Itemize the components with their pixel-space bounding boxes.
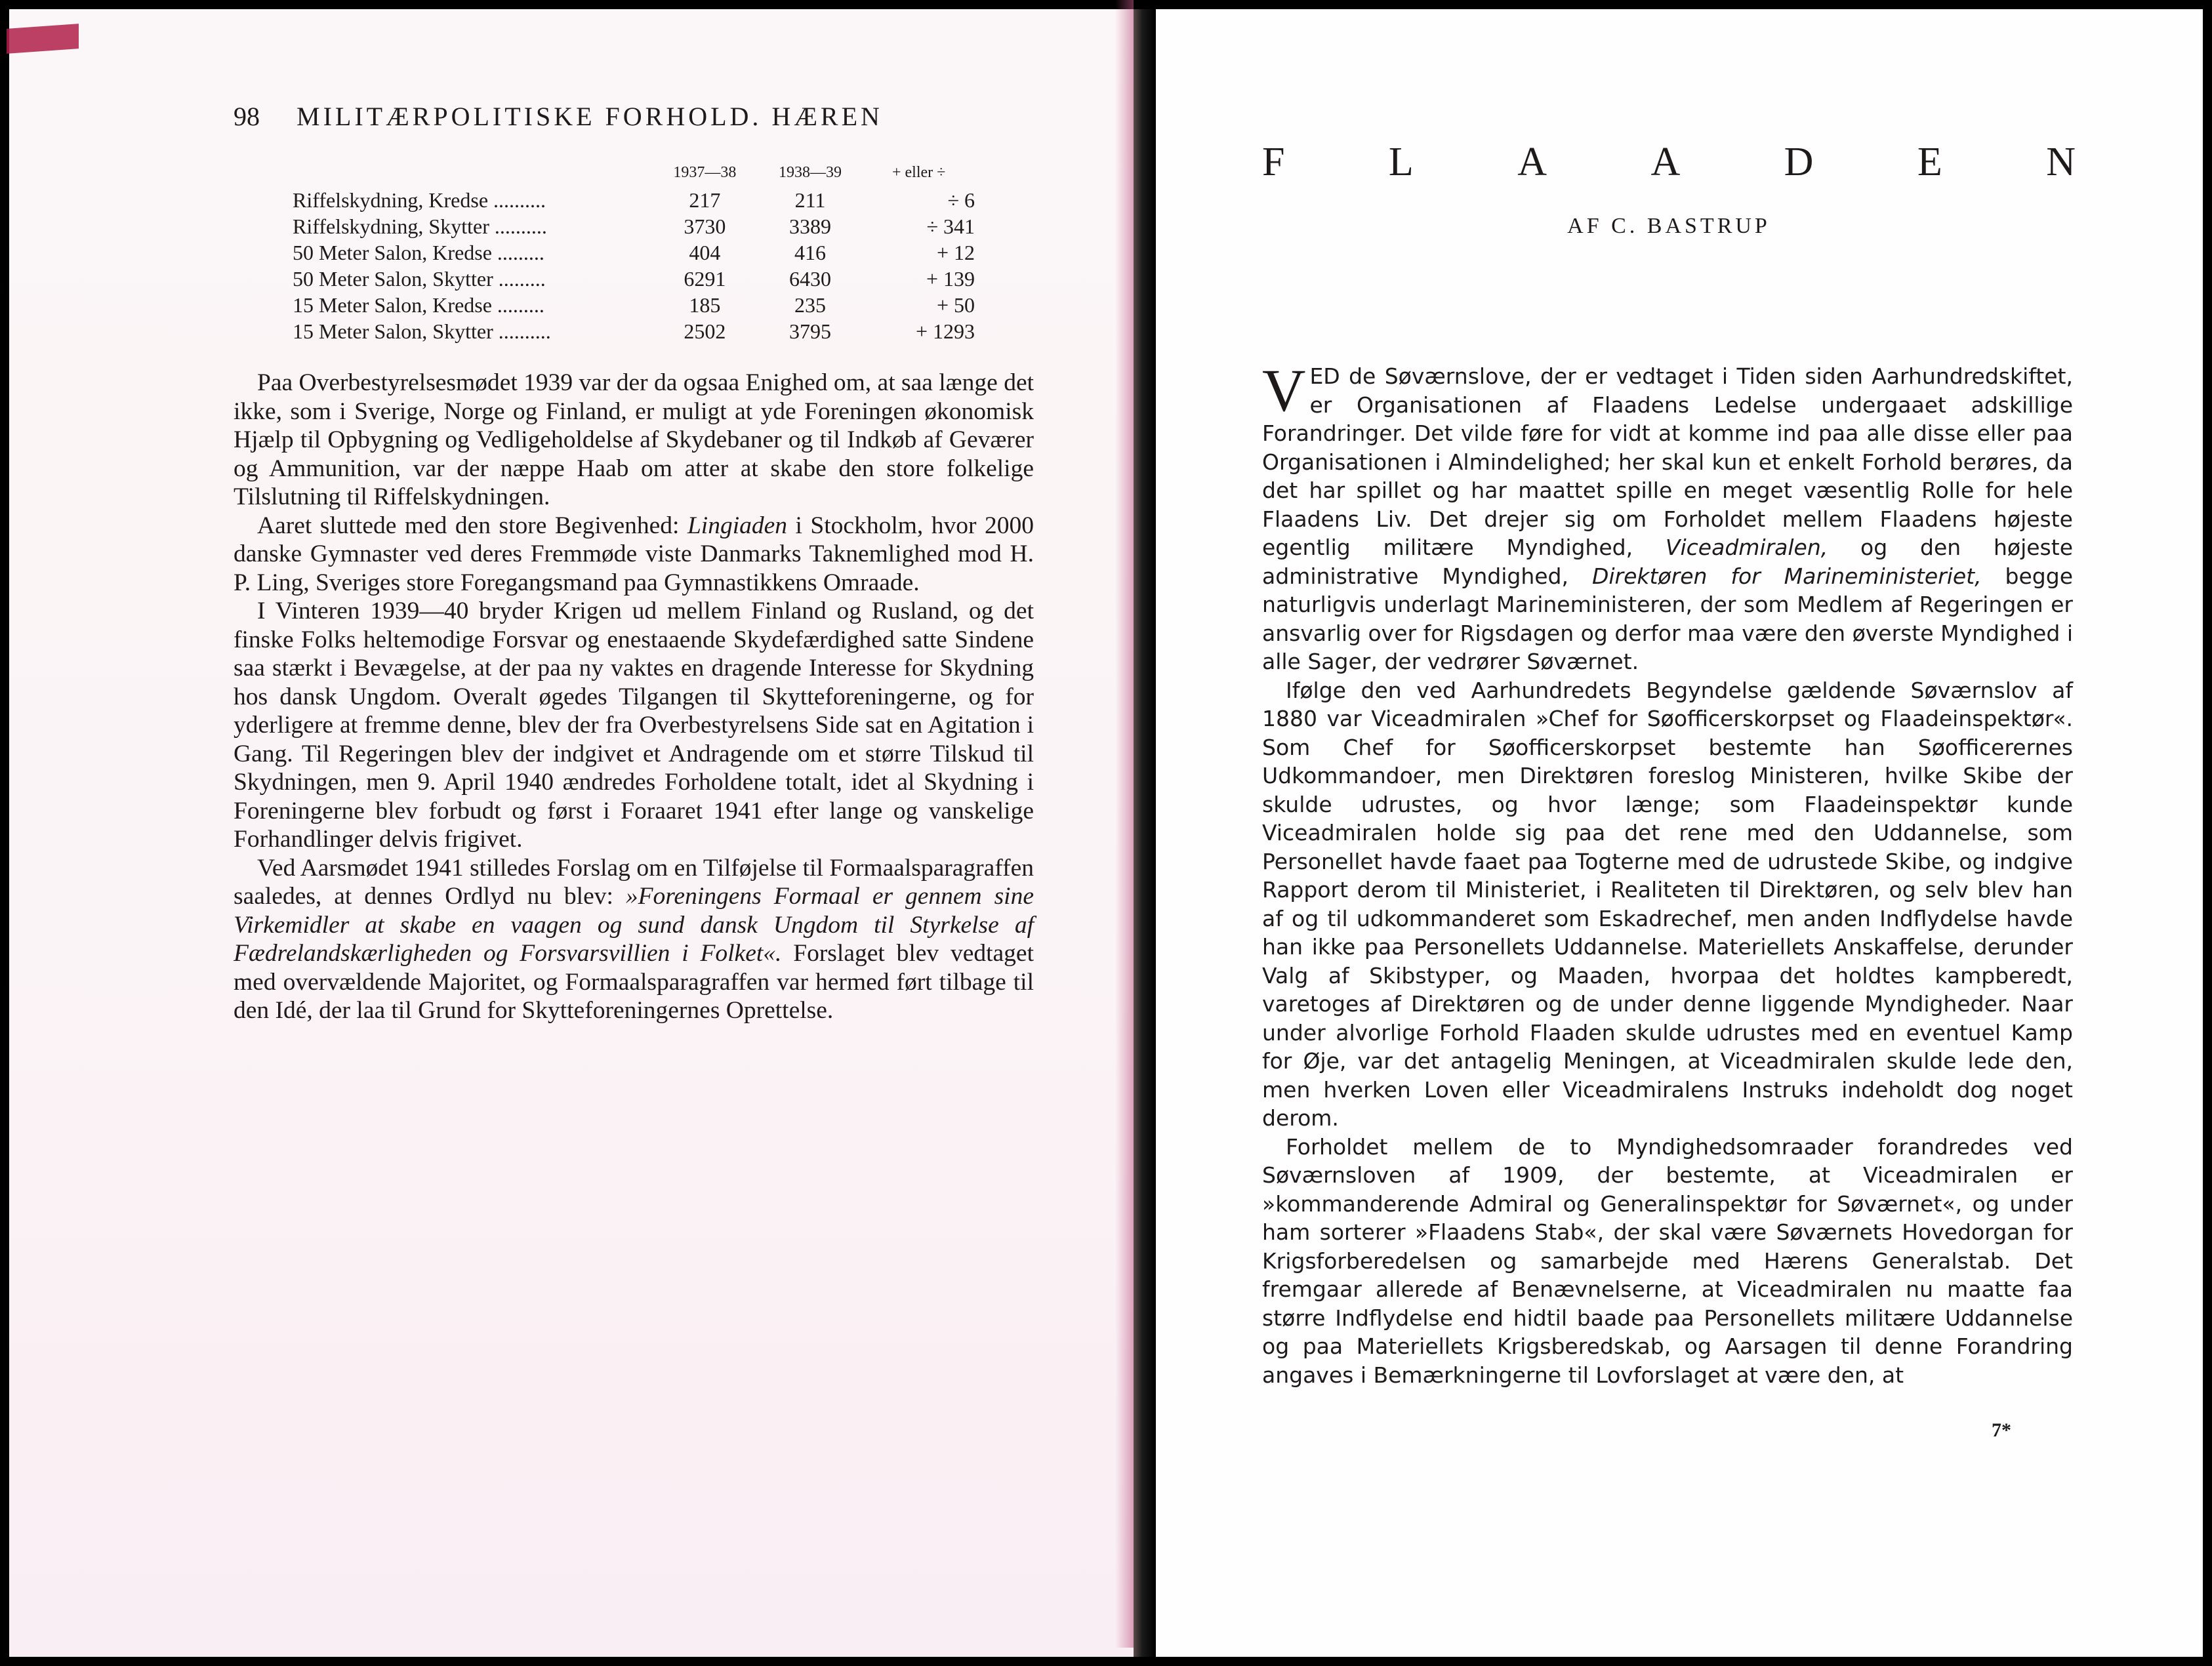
cell-difference: ÷ 6 [947,188,975,212]
row-label-text: 15 Meter Salon, Skytter [293,319,493,343]
title-letter: D [1784,140,1814,184]
table-header-label [293,164,652,187]
cell-1938-39: 211 [794,188,826,212]
text-span: Forslaget blev vedtaget med overvældende Majoritet, og Formaalsparagraffen var hermed ført tilbage til den Idé, der laa til Grund for Skytteforeningernes Oprettelse. [234,940,1034,1024]
row-label-text: 50 Meter Salon, Skytter [293,267,493,291]
cell-1938-39: 416 [794,241,826,264]
paragraph [234,512,1034,598]
text-span: begge naturligvis underlagt Marineministeren, der som Medlem af Regeringen er ansvarlig over for Rigsdagen og derfor maa være den øverste Myndighed i alle Sager, der vedrører Søværnet. [1262,563,2073,674]
cell-difference: ÷ 341 [926,214,975,238]
italic-text: Direktøren for Marineministeriet, [1591,563,1982,589]
title-letter: A [1517,140,1547,184]
row-label: 50 Meter Salon, Skytter ......... [293,267,546,291]
page-edge-shading [1115,0,1134,1648]
italic-text: Lingiaden [687,512,788,539]
table-row [293,292,975,318]
row-label: Riffelskydning, Skytter .......... [293,214,547,238]
table-row [293,213,975,239]
table-header-row [293,164,975,187]
chapter-title [1262,139,2076,186]
cell-1937-38: 2502 [684,319,726,343]
cell-difference: + 1293 [915,319,975,343]
paragraph [234,854,1034,1025]
table-row [293,239,975,266]
row-label: 15 Meter Salon, Kredse ......... [293,293,544,317]
corner-color-mark [7,24,79,54]
paragraph: I Vinteren 1939—40 bryder Krigen ud mellem Finland og Rusland, og det finske Folks heltemodige Forsvar og enestaaende Skydefærdighed satte Sindene saa stærkt i Bevægelse, at der paa ny vaktes en dragende Interesse for Skydning hos dansk Ungdom. Overalt øgedes Tilgangen til Skytteforeningerne, og for yderligere at fremme denne, blev der fra Overbestyrelsens Side sat en Agitation i Gang. Til Regeringen blev der indgivet et Andragende om et større Tilskud til Skydningen, men 9. April 1940 ændredes Forholdene totalt, idet al Skydning i Foreningerne blev forbudt og først i Foraaret 1941 efter lange og vanskelige Forhandlinger delvis frigivet. [234,598,1034,853]
cell-1937-38: 404 [689,241,721,264]
italic-text: Viceadmiralen, [1665,535,1828,560]
row-label-text: Riffelskydning, Kredse [293,188,489,212]
cell-difference: + 12 [936,241,975,264]
title-letter: A [1650,140,1681,184]
page-number: 98 [234,102,260,131]
table-row [293,187,975,213]
paragraph: Forholdet mellem de to Myndighedsomraader forandredes ved Søværnsloven af 1909, der bestemte, at Viceadmiralen er »kommanderende Admiral og Generalinspektør for Søværnet«, og under ham sorterer »Flaadens Stab«, der skal være Søværnets Hovedorgan for Krigsforberedelsen og samarbejde med Hærens Generalstab. Det fremgaar allerede af Benævnelserne, at Viceadmiralen nu maatte faa større Indflydelse end hidtil baade paa Personellets militære Uddannelse og paa Materiellets Krigsberedskab, og Aarsagen til denne Forandring angaves i Bemærkningerne til Lovforslaget at være den, at [1262,1133,2073,1388]
table-row [293,266,975,292]
book-spine-gutter [1134,9,1156,1657]
paragraph: Paa Overbestyrelsesmødet 1939 var der da ogsaa Enighed om, at saa længe det ikke, som i Sverige, Norge og Finland, er muligt at yde Foreningen økonomisk Hjælp til Opbygning og Vedligeholdelse af Skydebaner og til Indkøb af Geværer og Ammunition, var der næppe Haab om atter at skabe den store folkelige Tilslutning til Riffelskydningen. [234,369,1034,510]
cell-difference: + 50 [936,293,975,317]
row-label: 50 Meter Salon, Kredse ......... [293,241,544,264]
text-span: Ved Aarsmødet 1941 stilledes Forslag om en Tilføjelse til Formaalsparagraffen saaledes, at dennes Ordlyd nu blev: [234,854,1034,910]
table-header-col: 1937—38 [673,164,737,181]
cell-1938-39: 3795 [789,319,831,343]
title-letter: E [1917,140,1942,184]
title-letter: N [2046,140,2076,184]
row-label-text: 50 Meter Salon, Kredse [293,241,492,264]
cell-1938-39: 6430 [789,267,831,291]
table-header-col: 1938—39 [779,164,842,181]
row-label-text: 15 Meter Salon, Kredse [293,293,492,317]
cell-1937-38: 217 [689,188,721,212]
text-span: i Stockholm, hvor 2000 danske Gymnaster ved deres Fremmøde viste Danmarks Taknemlighed mod H. P. Ling, Sveriges store Foregangsmand paa Gymnastikkens Omraade. [234,512,1034,596]
text-span: ED de Søværnslove, der er vedtaget i Tiden siden Aarhundredskiftet, er Organisationen af Flaadens Ledelse undergaaet adskillige Forandringer. Det vilde føre for vidt at komme ind paa alle disse eller paa Organisationen i Almindelighed; her skal kun et enkelt Forhold berøres, da det har spillet og har maattet spille en meget væsentlig Rolle for hele Flaadens Liv. Det drejer sig om Forholdet mellem Flaadens højeste egentlig militære Myndighed, [1262,363,2073,560]
author-byline: AF C. BASTRUP [1567,214,1771,238]
signature-mark: 7* [1992,1419,2011,1441]
table-header-col: + eller ÷ [891,164,946,181]
cell-1937-38: 3730 [684,214,726,238]
statistics-table [293,164,975,344]
cell-1937-38: 185 [689,293,721,317]
title-letter: L [1388,140,1414,184]
paragraph: Ifølge den ved Aarhundredets Begyndelse gældende Søværnslov af 1880 var Viceadmiralen »Chef for Søofficerskorpset og Flaadeinspektør«. Som Chef for Søofficerskorpset bestemte han Søofficerernes Udkommandoer, men Direktøren foreslog Ministeren, hvilke Skibe der skulde udrustes, og hvor længe; som Flaadeinspektør kunde Viceadmiralen holde sig paa det rene med den Uddannelse, som Personellet havde faaet paa Togterne med de udrustede Skibe, og indgive Rapport derom til Ministeriet, i Realiteten til Direktøren, og selv blev han af og til udkommanderet som Eskadrechef, men anden Indflydelse havde han ikke paa Personellets Uddannelse. Materiellets Anskaffelse, derunder Valg af Skibstyper, og Maaden, hvorpaa det holdtes kampberedt, varetoges af Direktøren og de under denne liggende Myndigheder. Naar under alvorlige Forhold Flaaden skulde udrustes med en eventuel Kamp for Øje, var det antagelig Meningen, at Viceadmiralen skulde lede den, men hverken Loven eller Viceadmiralens Instruks indeholdt dog noget derom. [1262,677,2073,1131]
row-label: 15 Meter Salon, Skytter .......... [293,319,551,343]
right-page-body [1262,357,2073,1389]
paragraph [1262,357,2073,676]
cell-difference: + 139 [926,267,975,291]
table-row [293,318,975,344]
drop-cap: V [1262,357,1306,424]
text-span: Aaret sluttede med den store Begivenhed: [257,512,687,539]
left-page-body [234,369,1034,1025]
text-span: og den højeste administrative Myndighed, [1262,535,2073,589]
italic-text: »Foreningens Formaal er gennem sine Virkemidler at skabe en vaagen og sund dansk Ungdom til Styrkelse af Fædrelandskærligheden og Forsvarsvillien i Folket«. [234,883,1034,967]
running-head [234,101,1021,132]
row-label-text: Riffelskydning, Skytter [293,214,489,238]
cell-1937-38: 6291 [684,267,726,291]
row-label: Riffelskydning, Kredse .......... [293,188,546,212]
cell-1938-39: 3389 [789,214,831,238]
running-head-title: MILITÆRPOLITISKE FORHOLD. HÆREN [297,102,883,131]
cell-1938-39: 235 [794,293,826,317]
title-letter: F [1262,140,1285,184]
